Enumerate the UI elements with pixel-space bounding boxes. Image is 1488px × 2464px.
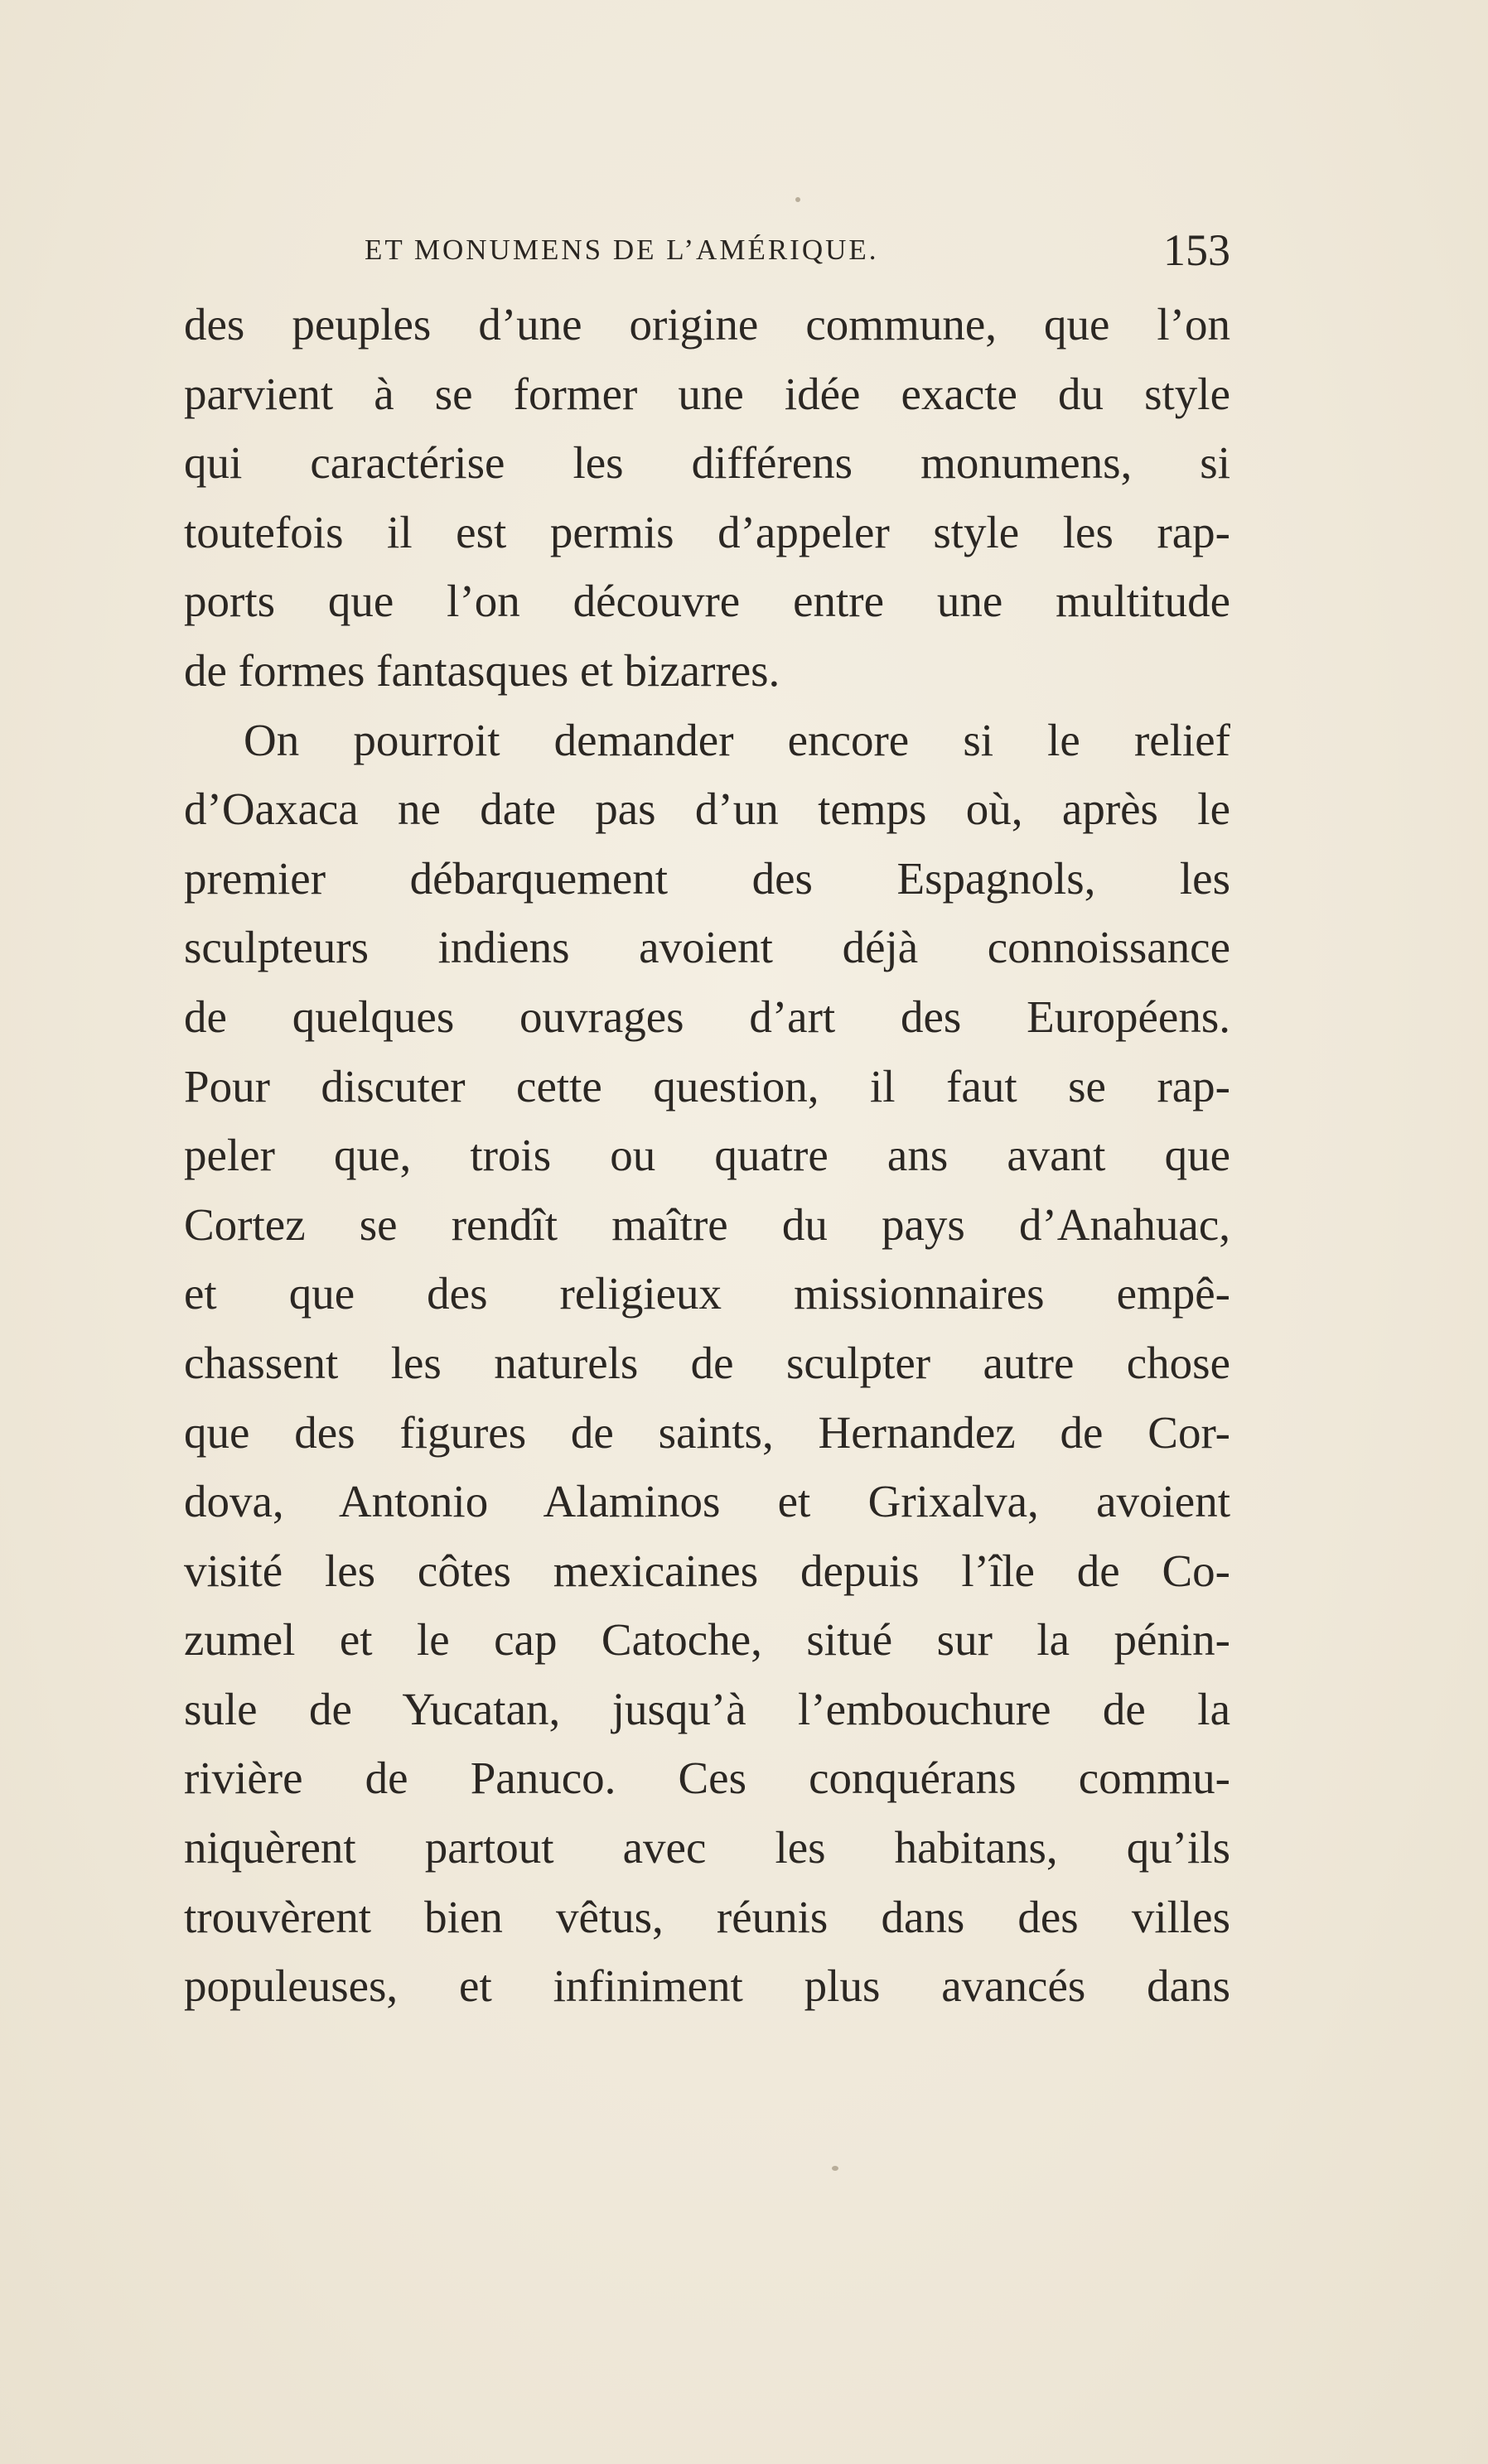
text-line: de quelques ouvrages d’art des Européens. [184,991,1230,1042]
text-line: que des figures de saints, Hernandez de Cor- [184,1406,1230,1458]
page-number: 153 [1163,225,1230,275]
text-line: de formes fantasques et bizarres. [184,644,780,696]
text-line: et que des religieux missionnaires empê- [184,1268,1230,1319]
text-line: chassent les naturels de sculpter autre chose [184,1337,1230,1388]
body-text [184,290,1230,2021]
page-header [365,225,1230,275]
text-line: premier débarquement des Espagnols, les [184,852,1230,904]
text-line: niquèrent partout avec les habitans, qu’ils [184,1822,1230,1873]
text-line: peler que, trois ou quatre ans avant que [184,1130,1230,1181]
text-line: populeuses, et infiniment plus avancés dans [184,1960,1230,2012]
text-line: trouvèrent bien vêtus, réunis dans des villes [184,1891,1230,1942]
text-line: rivière de Panuco. Ces conquérans commu- [184,1753,1230,1804]
text-line: qui caractérise les différens monumens, si [184,437,1230,489]
text-line: sule de Yucatan, jusqu’à l’embouchure de la [184,1683,1230,1734]
text-line: sculpteurs indiens avoient déjà connoissance [184,922,1230,973]
text-line: des peuples d’une origine commune, que l’on [184,299,1230,350]
text-line: dova, Antonio Alaminos et Grixalva, avoient [184,1476,1230,1527]
text-line: d’Oaxaca ne date pas d’un temps où, après le [184,784,1230,835]
text-line: zumel et le cap Catoche, situé sur la pénin- [184,1614,1230,1666]
text-line: parvient à se former une idée exacte du style [184,368,1230,419]
text-line: visité les côtes mexicaines depuis l’île de Co- [184,1545,1230,1596]
text-line: Pour discuter cette question, il faut se rap- [184,1060,1230,1111]
text-line: Cortez se rendît maître du pays d’Anahuac, [184,1198,1230,1250]
text-line: toutefois il est permis d’appeler style les rap- [184,506,1230,557]
paper-speck [832,2166,838,2171]
paper-speck [795,197,800,202]
running-head: ET MONUMENS DE L’AMÉRIQUE. [365,234,879,266]
text-line: On pourroit demander encore si le relief [244,714,1230,765]
text-line: ports que l’on découvre entre une multitude [184,576,1230,627]
